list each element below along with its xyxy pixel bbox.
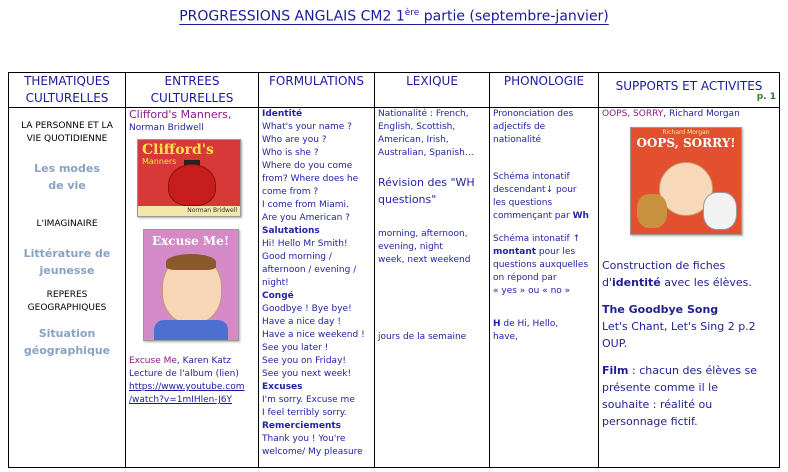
header-formulations: FORMULATIONS (259, 73, 375, 108)
formulations-cell: Identité What's your name ? Who are you ? Who is she ? Where do you come from? Where does he come from ? I come from Miami. Are you American ? Salutations Hi! Hello Mr Smith! Good morning / afternoon / evening / night! Congé Goodbye ! Bye bye! Have a nice day ! Have a nice weekend ! See you later ! See you on Friday! See you next week! Excuses I'm sorry. Excuse me I feel terribly sorry. Remerciements Thank you ! You're welcome/ My pleasure (259, 108, 375, 468)
lexique-cell: Nationalité : French, English, Scottish, American, Irish, Australian, Spanish… Révision des "WH questions" morning, afternoon, evening, night week, next weekend jours de la semaine (375, 108, 490, 468)
page-title: PROGRESSIONS ANGLAIS CM2 1ère partie (septembre-janvier) (179, 8, 609, 25)
cliffords-manners-cover: Clifford's Manners Norman Bridwell (137, 139, 241, 217)
oops-sorry-cover: Richard Morgan OOPS, SORRY! (630, 127, 742, 235)
themes-cell: LA PERSONNE ET LA VIE QUOTIDIENNE Les modes de vie L'IMAGINAIRE Littérature de jeunesse REPERES GEOGRAPHIQUES Situation géographique (9, 108, 126, 468)
progression-table (8, 72, 780, 468)
oops-sorry-title: OOPS, SORRY, Richard Morgan (602, 109, 740, 119)
youtube-link[interactable]: https://www.youtube.com /watch?v=1mIHlen-J6Y (129, 382, 245, 405)
phonologie-cell: Prononciation des adjectifs de nationalité Schéma intonatif descendant↓ pour les questions commençant par Wh Schéma intonatif ↑ montant pour les questions auxquelles on répond par « yes » ou « no » H de Hi, Hello, have, (490, 108, 599, 468)
book1-author: Norman Bridwell (129, 123, 204, 133)
header-entrees: ENTREES CULTURELLES (126, 73, 259, 108)
supports-cell (599, 108, 780, 468)
header-thematiques: THEMATIQUES CULTURELLES (9, 73, 126, 108)
excuse-me-cover: Excuse Me! (143, 229, 239, 341)
header-lexique: LEXIQUE (375, 73, 490, 108)
content-row (9, 108, 780, 468)
page-number: p. 1 (756, 92, 776, 102)
header-row (9, 73, 780, 108)
book2-title: Excuse Me, Karen Katz (129, 356, 232, 366)
book2-note: Lecture de l'album (lien) (129, 369, 239, 379)
activity-fiches: Construction de fiches d'identité avec les élèves. The Goodbye Song Let's Chant, Let's Sing 2 p.2 OUP. Film : chacun des élèves se présente comme il le souhaite : réalité ou personnage fictif. (602, 259, 758, 428)
header-supports: SUPPORTS ET ACTIVITES p. 1 (599, 73, 780, 108)
book1-title: Clifford's Manners, (129, 108, 232, 121)
header-phonologie: PHONOLOGIE (490, 73, 599, 108)
entrees-cell (126, 108, 259, 468)
